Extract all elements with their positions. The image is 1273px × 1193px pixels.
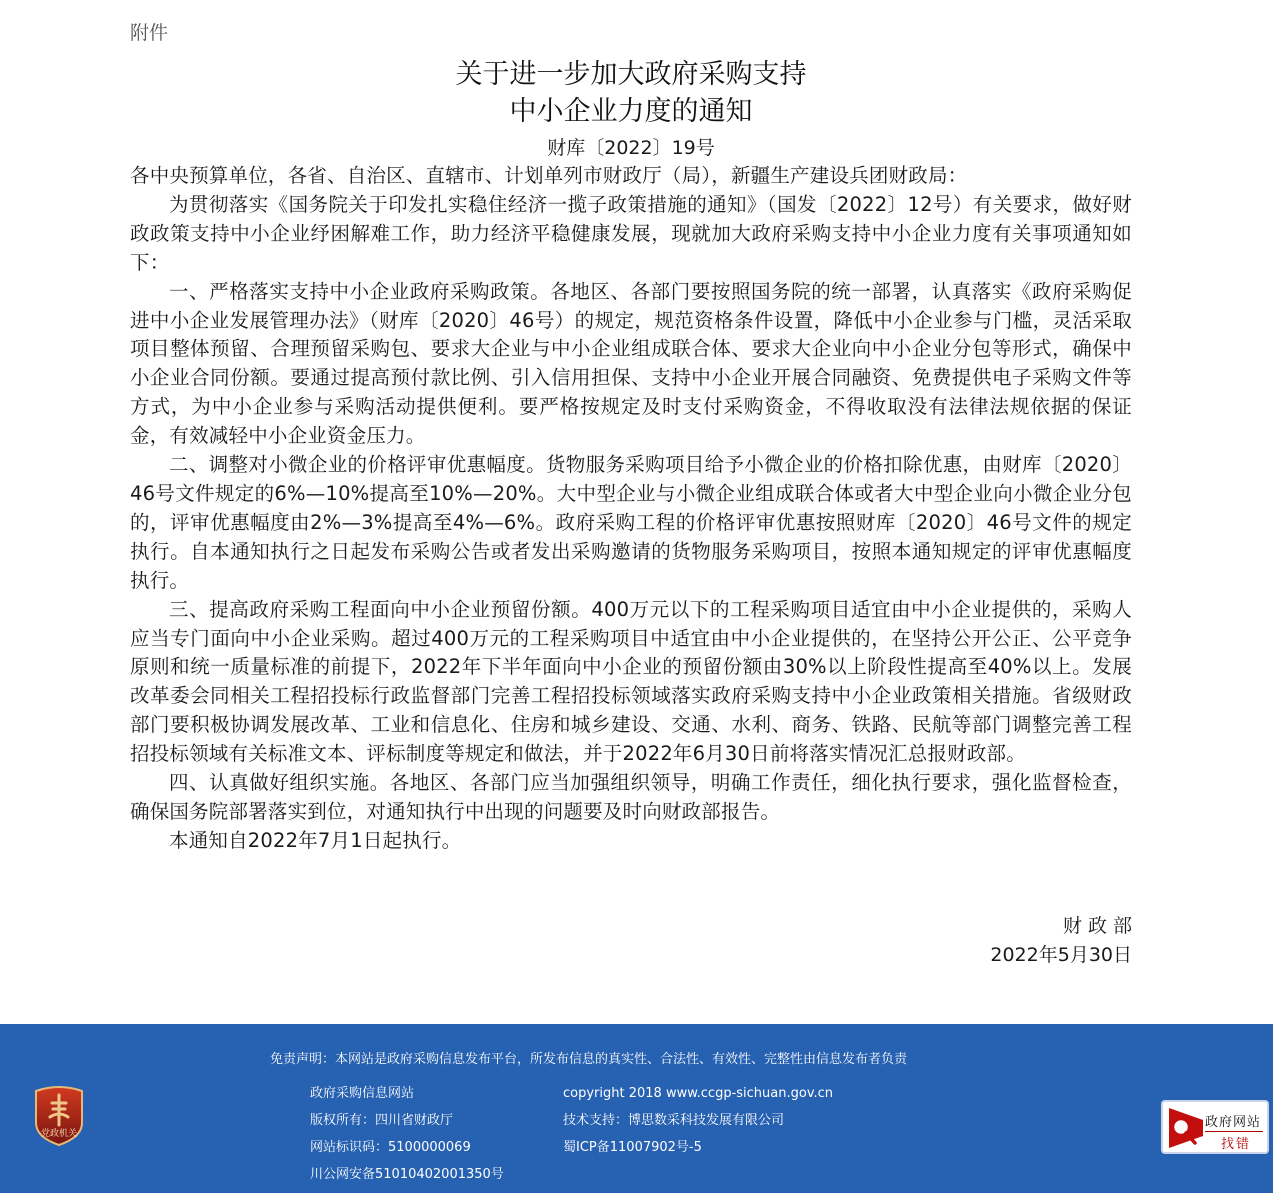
paragraph-4: 四、认真做好组织实施。各地区、各部门应当加强组织领导，明确工作责任，细化执行要求，强化监督检查，确保国务院部署落实到位，对通知执行中出现的问题要及时向财政部报告。 [130, 771, 1132, 823]
salutation: 各中央预算单位，各省、自治区、直辖市、计划单列市财政厅（局），新疆生产建设兵团财政局： [130, 164, 968, 187]
paragraph-1: 一、严格落实支持中小企业政府采购政策。各地区、各部门要按照国务院的统一部署，认真落实《政府采购促进中小企业发展管理办法》（财库〔2020〕46号）的规定，规范资格条件设置，降低中小企业参与门槛，灵活采取项目整体预留、合理预留采购包、要求大企业与中小企业组成联合体、要求大企业向中小企业分包等形式，确保中小企业合同份额。要通过提高预付款比例、引入信用担保、支持中小企业开展合同融资、免费提供电子采购文件等方式，为中小企业参与采购活动提供便利。要严格按规定及时支付采购资金，不得收取没有法律法规依据的保证金，有效减轻中小企业资金压力。 [130, 279, 1132, 448]
footer-left-column [310, 1080, 504, 1188]
find-error-line1: 政府网站 [1205, 1115, 1262, 1130]
footer-copyright-owner: 版权所有：四川省财政厅 [310, 1113, 454, 1128]
find-error-button[interactable] [1161, 1100, 1269, 1154]
document-body [130, 162, 1132, 856]
paragraph-3: 三、提高政府采购工程面向中小企业预留份额。400万元以下的工程采购项目适宜由中小企业提供的，采购人应当专门面向中小企业采购。超过400万元的工程采购项目中适宜由中小企业提供的，在坚持公开公正、公平竞争原则和统一质量标准的前提下，2022年下半年面向中小企业的预留份额由30%以上阶段性提高至40%以上。发展改革委会同相关工程招投标行政监督部门完善工程招投标领域落实政府采购支持中小企业政策相关措施。省级财政部门要积极协调发展改革、工业和信息化、住房和城乡建设、交通、水利、商务、铁路、民航等部门调整完善工程招投标领域有关标准文本、评标制度等规定和做法，并于2022年6月30日前将落实情况汇总报财政部。 [130, 597, 1132, 766]
footer-tech-support: 技术支持：博思数采科技发展有限公司 [563, 1113, 785, 1128]
footer-disclaimer: 免责声明：本网站是政府采购信息发布平台，所发布信息的真实性、合法性、有效性、完整性由信息发布者负责 [270, 1052, 908, 1067]
footer-copyright: copyright 2018 www.ccgp-sichuan.gov.cn [563, 1086, 834, 1101]
paragraph-effective-date: 本通知自2022年7月1日起执行。 [169, 828, 462, 852]
footer-site-type: 政府采购信息网站 [310, 1086, 415, 1101]
magnifier-search-icon [1167, 1106, 1205, 1150]
footer-site-id: 网站标识码：5100000069 [310, 1140, 471, 1155]
badge-text: 党政机关 [40, 1129, 78, 1139]
party-government-badge-icon[interactable] [32, 1085, 86, 1147]
site-footer [0, 1024, 1273, 1193]
footer-police-record-link[interactable]: 川公网安备51010402001350号 [310, 1167, 504, 1182]
signature [990, 912, 1138, 970]
document-title [130, 56, 1132, 130]
find-error-divider [1205, 1131, 1263, 1132]
find-error-line2: 找错 [1221, 1137, 1252, 1152]
attachment-label: 附件 [130, 22, 169, 44]
footer-icp-link[interactable]: 蜀ICP备11007902号-5 [563, 1140, 702, 1155]
paragraph-intro: 为贯彻落实《国务院关于印发扎实稳住经济一揽子政策措施的通知》（国发〔2022〕12号）有关要求，做好财政政策支持中小企业纾困解难工作，助力经济平稳健康发展，现就加大政府采购支持中小企业力度有关事项通知如下： [130, 192, 1132, 274]
document-number: 财库〔2022〕19号 [547, 137, 715, 159]
footer-right-column [563, 1080, 833, 1161]
paragraph-2: 二、调整对小微企业的价格评审优惠幅度。货物服务采购项目给予小微企业的价格扣除优惠，由财库〔2020〕46号文件规定的6%—10%提高至10%—20%。大中型企业与小微企业组成联合体或者大中型企业向小微企业分包的，评审优惠幅度由2%—3%提高至4%—6%。政府采购工程的价格评审优惠按照财库〔2020〕46号文件的规定执行。自本通知执行之日起发布采购公告或者发出采购邀请的货物服务采购项目，按照本通知规定的评审优惠幅度执行。 [130, 453, 1132, 592]
title-line-2: 中小企业力度的通知 [509, 96, 753, 127]
signature-org: 财政部 [1062, 915, 1138, 937]
title-line-1: 关于进一步加大政府采购支持 [455, 59, 807, 90]
signature-date: 2022年5月30日 [990, 944, 1132, 966]
